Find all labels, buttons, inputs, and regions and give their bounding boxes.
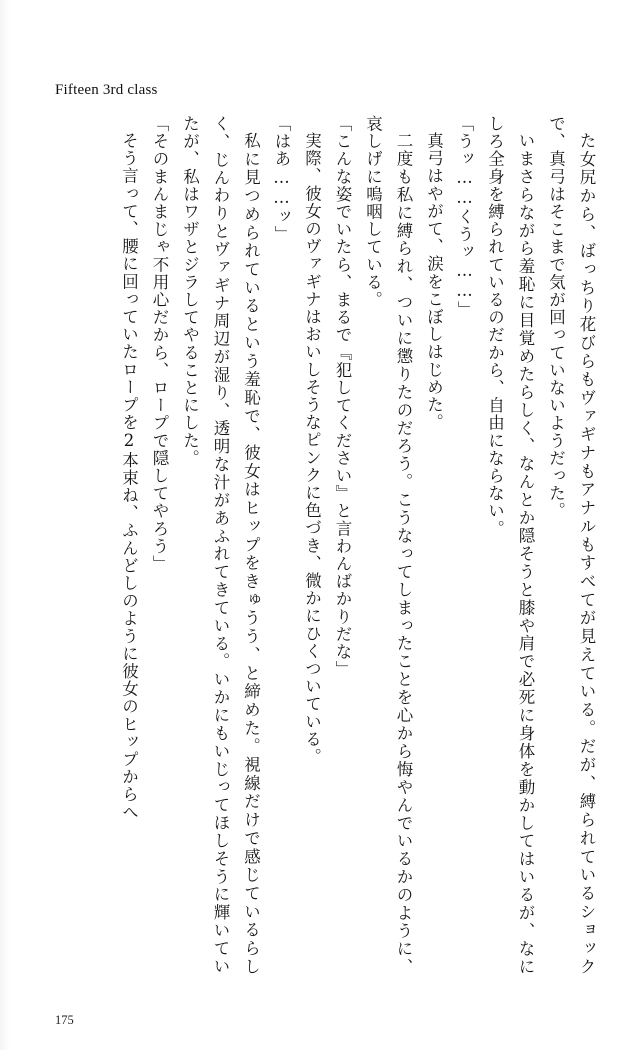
paragraph: 「こんな姿でいたら、まるで『犯してください』と言わんばかりだな」 xyxy=(333,115,352,679)
body-text-block xyxy=(56,115,601,975)
paragraph: 「うッ……くうッ……」 xyxy=(455,115,474,319)
paragraph: 真弓はやがて、涙をこぼしはじめた。 xyxy=(424,131,444,431)
running-head: Fifteen 3rd class xyxy=(55,82,158,98)
paragraph: 「そのまんまじゃ不用心だから、ロープで隠してやろう」 xyxy=(150,115,169,573)
paragraph: 「はあ……ッ」 xyxy=(272,115,291,244)
paragraph: そう言って、腰に回っていたロープを2本束ね、ふんどしのように彼女のヒップからへ xyxy=(119,131,139,821)
paragraph: た女尻から、ばっちり花びらもヴァギナもアナルもすべてが見えている。だが、縛られているショックで、真弓はそこまで気が回っていないようだった。 xyxy=(546,115,596,975)
page-number: 175 xyxy=(55,1013,74,1027)
paragraph: 実際、彼女のヴァギナはおいしそうなピンクに色づき、微かにひくついている。 xyxy=(302,131,322,766)
page-edge-shading xyxy=(0,0,10,1050)
paragraph: 私に見つめられているという羞恥で、彼女はヒップをきゅうう、と締めた。視線だけで感じているらしく、じんわりとヴァギナ周辺が湿り、透明な汁があふれてきている。いかにもいじってほしそうに輝いていたが、私はワザとジラしてやることにした。 xyxy=(180,115,261,975)
paragraph: いまさらながら羞恥に目覚めたらしく、なんとか隠そうと膝や肩で必死に身体を動かしてはいるが、なにしろ全身を縛られているのだから、自由にならない。 xyxy=(485,115,535,975)
paragraph: 二度も私に縛られ、ついに懲りたのだろう。こうなってしまったことを心から悔やんでいるかのように、哀しげに嗚咽している。 xyxy=(363,115,413,975)
